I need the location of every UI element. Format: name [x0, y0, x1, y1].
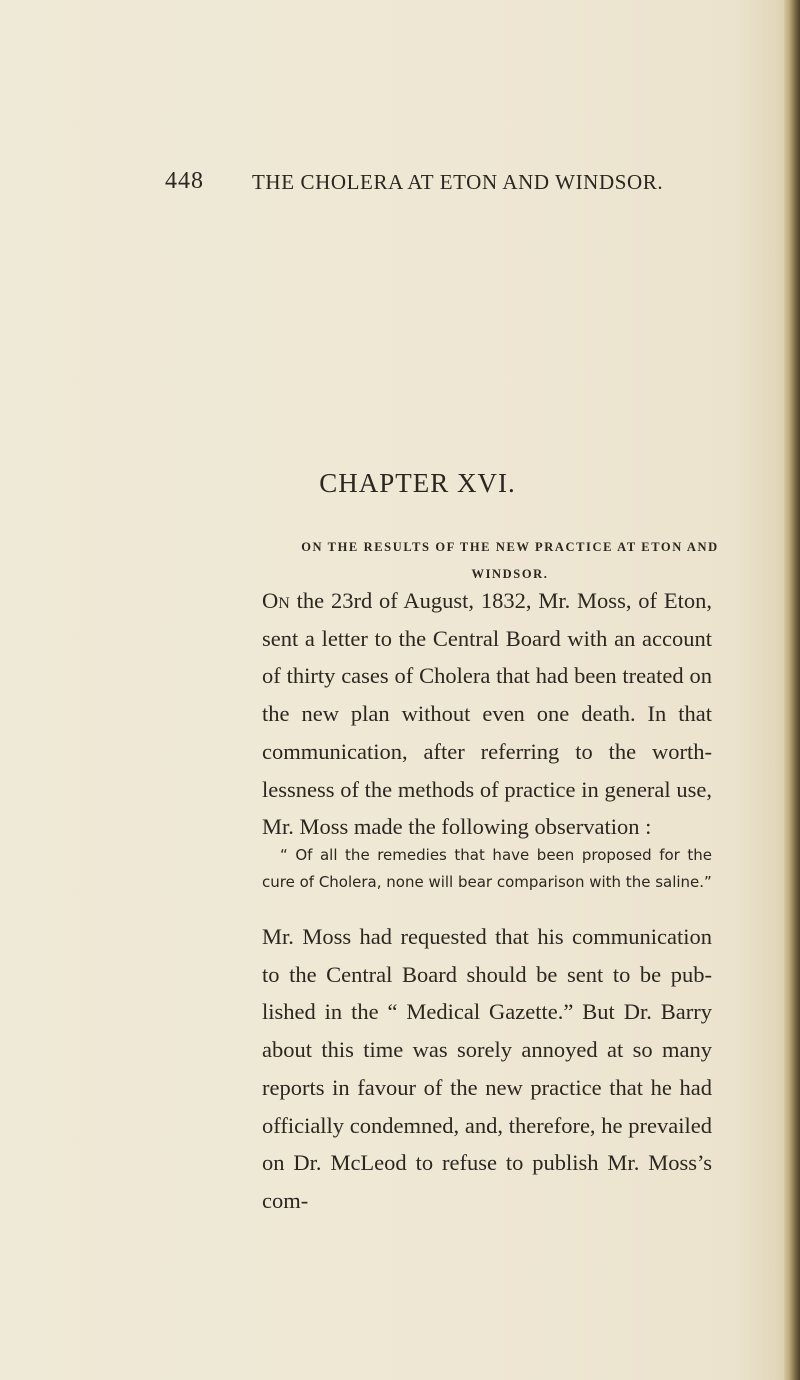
page-edge-shadow — [784, 0, 800, 1380]
running-title: THE CHOLERA AT ETON AND WINDSOR. — [252, 170, 664, 194]
chapter-subtitle: ON THE RESULTS OF THE NEW PRACTICE AT ETON AND WINDSOR. — [301, 540, 719, 581]
paragraph-lead-word: On — [262, 588, 290, 613]
paragraph-1-text: the 23rd of August, 1832, Mr. Moss, of Eton, sent a letter to the Central Board with an account of thirty cases of Cholera that had been treated on the new plan without even one death. In that communication, after referring to the worthlessness of the methods of practice in general use, Mr. Moss made the following observation : — [262, 588, 712, 840]
page-number: 448 — [165, 168, 204, 194]
body-paragraph-2: Mr. Moss had requested that his communication to the Central Board should be sent to be published in the “ Medical Gazette.” But Dr. Barry about this time was sorely annoyed at so many reports in favour of the new practice that he had officially condemned, and, therefore, he prevailed on Dr. McLeod to refuse to publish Mr. Moss’s com- — [262, 924, 712, 1213]
running-head — [165, 168, 685, 198]
block-quote: “ Of all the remedies that have been proposed for the cure of Cholera, none will bear comparison with the saline.” — [262, 846, 712, 891]
chapter-heading: CHAPTER XVI. — [319, 468, 516, 498]
body-paragraph-1 — [262, 582, 712, 846]
